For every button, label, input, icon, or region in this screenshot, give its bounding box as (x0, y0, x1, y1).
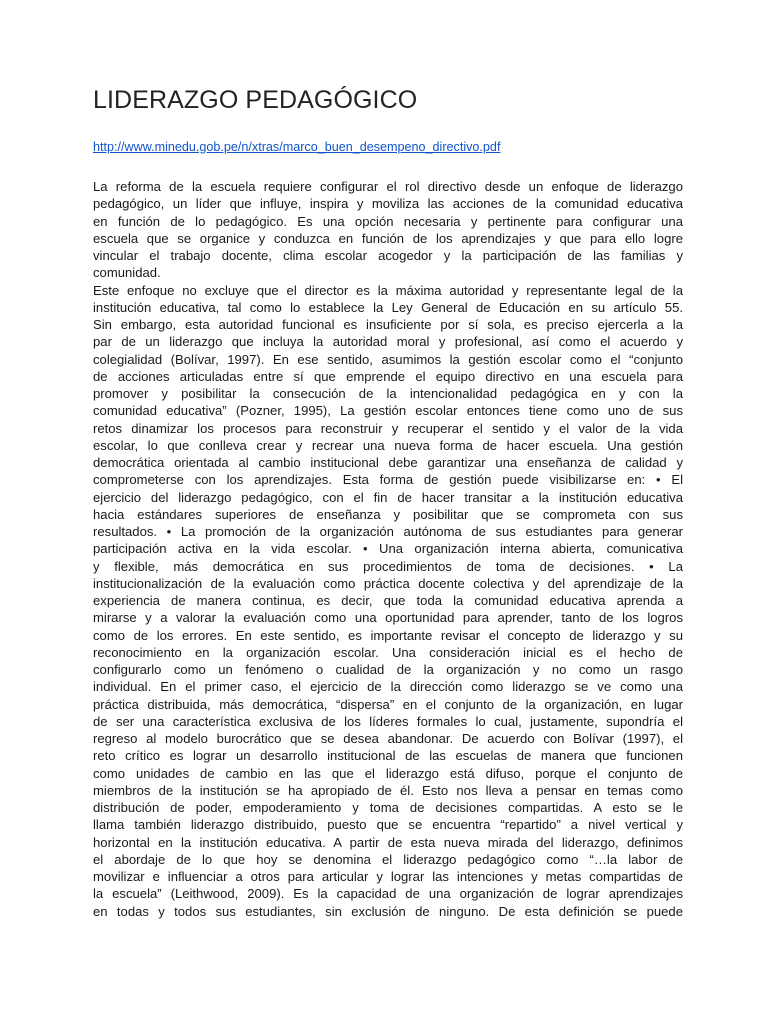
body-line: de ser una característica exclusiva de los líderes formales lo cual, justamente, supondría el (93, 713, 683, 729)
body-line: movilizar e influenciar a otros para articular y lograr las intenciones y metas compartidas de (93, 869, 683, 884)
body-line: retos dinamizar los procesos para reconstruir y recuperar el sentido y el valor de la vida (93, 420, 683, 436)
body-line: configurarlo como un fenómeno o cualidad de la organización y no como un rasgo (93, 662, 683, 677)
body-line: comunidad educativa” (Pozner, 1995), La gestión escolar entonces tiene como uno de sus (93, 403, 683, 419)
body-line: hacia estándares superiores de enseñanza y posibilitar que se comprometa con sus (93, 506, 683, 522)
body-line: La reforma de la escuela requiere configurar el rol directivo desde un enfoque de liderazgo (93, 179, 683, 194)
body-line: institución educativa, tal como lo establece la Ley General de Educación en su artículo 55. (93, 299, 683, 315)
body-line: colegialidad (Bolívar, 1997). En ese sentido, asumimos la gestión escolar como el “conjunto (93, 351, 683, 367)
body-line: práctica distribuida, más democrática, “dispersa” en el conjunto de la organización, en lugar (93, 696, 683, 712)
body-line: horizontal en la institución educativa. A partir de esta nueva mirada del liderazgo, definimos (93, 834, 683, 850)
body-line: llama también liderazgo distribuido, puesto que se encuentra “repartido” a nivel vertical y (93, 817, 683, 833)
body-text (93, 178, 683, 920)
body-line: la escuela” (Leithwood, 2009). Es la capacidad de una organización de lograr aprendizajes (93, 886, 683, 902)
body-line: en función de lo pedagógico. Es una opción necesaria y pertinente para configurar una (93, 213, 683, 229)
body-line: par de un liderazgo que incluya la autoridad moral y profesional, así como el acuerdo y (93, 334, 683, 350)
body-line: promover y posibilitar la consecución de la intencionalidad pedagógica en y con la (93, 386, 683, 401)
source-link[interactable]: http://www.minedu.gob.pe/n/xtras/marco_buen_desempeno_directivo.pdf (93, 140, 501, 154)
body-line: Este enfoque no excluye que el director es la máxima autoridad y representante legal de la (93, 282, 683, 298)
body-line: como de los errores. En este sentido, es importante revisar el concepto de liderazgo y su (93, 627, 683, 643)
document-title: LIDERAZGO PEDAGÓGICO (93, 86, 418, 114)
body-line: resultados. • La promoción de la organización autónoma de sus estudiantes para generar (93, 524, 683, 539)
body-line: distribución de poder, empoderamiento y toma de decisiones compartidas. A esto se le (93, 800, 683, 815)
body-line: escuela que se organice y conduzca en función de los aprendizajes y que para ello logre (93, 230, 683, 246)
body-line: experiencia de manera continua, es decir, que toda la comunidad educativa aprenda a (93, 593, 683, 608)
body-line: reto crítico es lograr un desarrollo institucional de las escuelas de manera que funcionen (93, 748, 683, 764)
body-line: y flexible, más democrática en sus procedimientos de toma de decisiones. • La (93, 558, 683, 574)
body-line: vincular el trabajo docente, clima escolar acogedor y la participación de las familias y (93, 248, 683, 263)
body-line: regreso al modelo burocrático que se desea abandonar. De acuerdo con Bolívar (1997), el (93, 731, 683, 746)
body-line: miembros de la institución se ha apropiado de él. Esto nos lleva a pensar en temas como (93, 782, 683, 798)
body-line: comprometerse con los aprendizajes. Esta forma de gestión puede visibilizarse en: • El (93, 472, 683, 488)
body-line: el abordaje de lo que hoy se denomina el liderazgo pedagógico como “…la labor de (93, 851, 683, 867)
body-line: de acciones articuladas entre sí que emprende el equipo directivo en una escuela para (93, 368, 683, 384)
body-line: pedagógico, un líder que influye, inspira y moviliza las acciones de la comunidad educativa (93, 196, 683, 212)
body-line: escolar, lo que conlleva crear y recrear una nueva forma de hacer escuela. Una gestión (93, 437, 683, 453)
body-line: participación activa en la vida escolar. • Una organización interna abierta, comunicativa (93, 541, 683, 557)
body-line: reconocimiento en la organización escolar. Una consideración inicial es el hecho de (93, 644, 683, 660)
body-line: en todas y todos sus estudiantes, sin exclusión de ninguno. De esta definición se puede (93, 903, 683, 919)
body-line: Sin embargo, esta autoridad funcional es insuficiente por sí sola, es preciso ejercerla a la (93, 317, 683, 332)
body-line: como unidades de cambio en las que el liderazgo está difuso, porque el conjunto de (93, 765, 683, 781)
body-line: mirarse y a valorar la evaluación como una oportunidad para aprender, tanto de los logros (93, 610, 683, 626)
body-line: democrática orientada al cambio institucional debe garantizar una enseñanza de calidad y (93, 455, 683, 470)
body-line: ejercicio del liderazgo pedagógico, con el fin de hacer transitar a la institución educativa (93, 489, 683, 505)
body-line: comunidad. (93, 265, 161, 281)
body-line: individual. En el primer caso, el ejercicio de la dirección como liderazgo se ve como una (93, 679, 683, 695)
body-line: institucionalización de la evaluación como práctica docente colectiva y del aprendizaje de la (93, 575, 683, 591)
